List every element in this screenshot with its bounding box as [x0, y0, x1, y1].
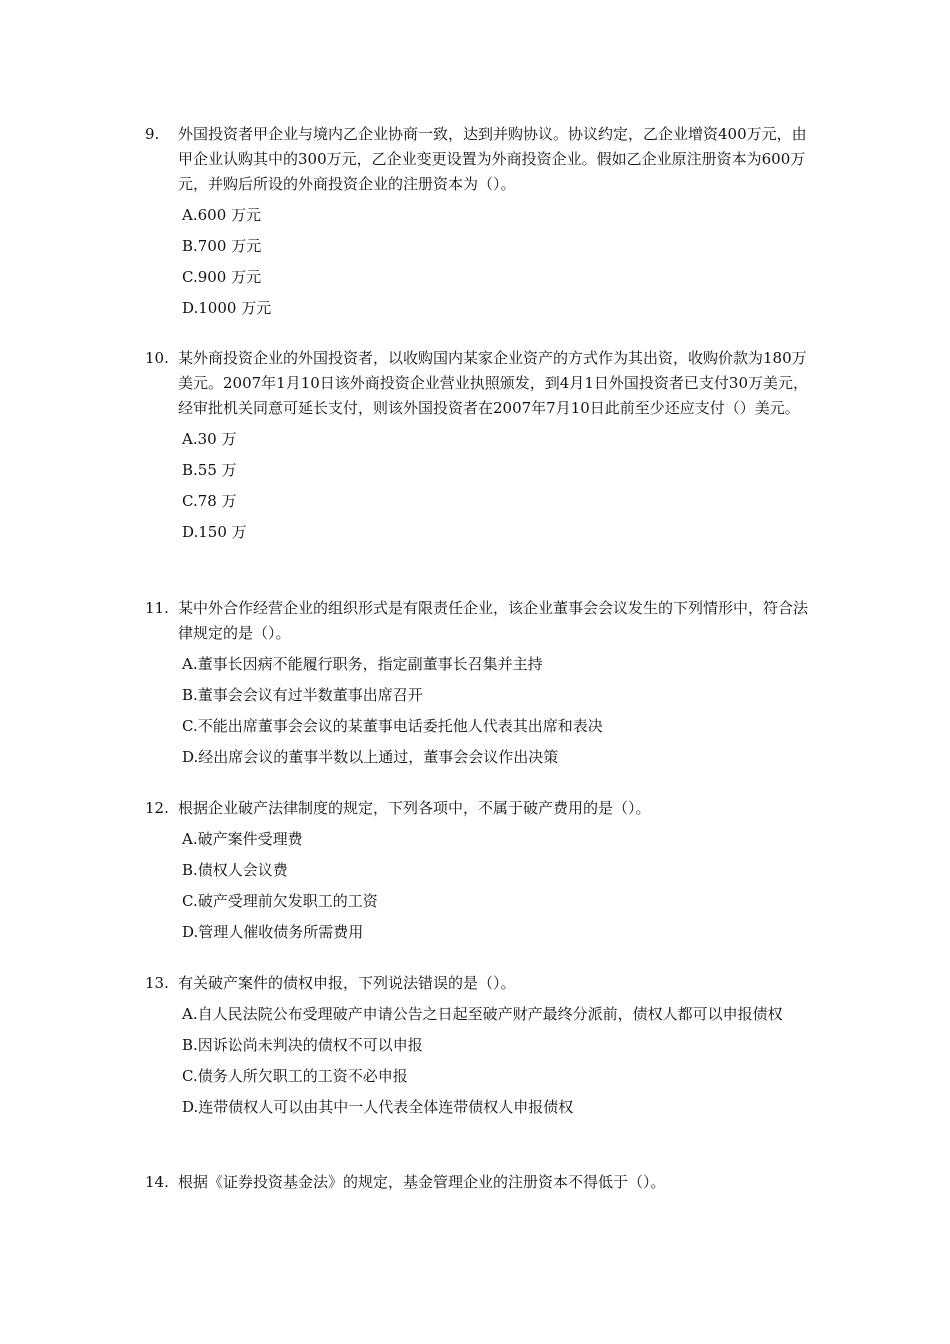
question-text: 某外商投资企业的外国投资者，以收购国内某家企业资产的方式作为其出资，收购价款为180万美元。2007年1月10日该外商投资企业营业执照颁发，到4月1日外国投资者已支付30万美元，经审批机关同意可延长支付，则该外国投资者在2007年7月10日此前至少还应支付（）美元。: [178, 349, 808, 417]
question-11: [145, 596, 810, 776]
question-12: [145, 796, 810, 951]
option-a: A.600 万元: [182, 206, 261, 224]
option-list: [145, 427, 810, 545]
question-number: 13.: [145, 974, 169, 992]
option-d: D.连带债权人可以由其中一人代表全体连带债权人申报债权: [182, 1098, 574, 1116]
question-stem: [145, 796, 810, 821]
option-list: [145, 1002, 810, 1120]
question-number: 11.: [145, 599, 169, 617]
option-b: B.700 万元: [182, 237, 262, 255]
option-c: C.破产受理前欠发职工的工资: [182, 892, 378, 910]
question-14: [145, 1170, 810, 1195]
option-a: A.自人民法院公布受理破产申请公告之日起至破产财产最终分派前，债权人都可以申报债权: [182, 1005, 783, 1023]
option-d: D.经出席会议的董事半数以上通过，董事会会议作出决策: [182, 748, 559, 766]
question-text: 有关破产案件的债权申报，下列说法错误的是（）。: [178, 974, 516, 992]
question-stem: [145, 1170, 810, 1195]
question-stem: [145, 346, 810, 421]
question-10: [145, 346, 810, 551]
option-d: D.150 万: [182, 523, 247, 541]
option-b: B.董事会会议有过半数董事出席召开: [182, 686, 423, 704]
question-number: 12.: [145, 799, 169, 817]
option-list: [145, 652, 810, 770]
option-list: [145, 203, 810, 321]
question-9: [145, 122, 810, 327]
question-text: 根据企业破产法律制度的规定，下列各项中，不属于破产费用的是（）。: [178, 799, 651, 817]
option-c: C.900 万元: [182, 268, 262, 286]
option-c: C.不能出席董事会会议的某董事电话委托他人代表其出席和表决: [182, 717, 603, 735]
option-b: B.债权人会议费: [182, 861, 288, 879]
question-text: 外国投资者甲企业与境内乙企业协商一致，达到并购协议。协议约定，乙企业增资400万元，由甲企业认购其中的300万元，乙企业变更设置为外商投资企业。假如乙企业原注册资本为600万元，并购后所设的外商投资企业的注册资本为（）。: [178, 125, 807, 193]
question-text: 某中外合作经营企业的组织形式是有限责任企业，该企业董事会会议发生的下列情形中，符合法律规定的是（）。: [178, 599, 809, 642]
option-list: [145, 827, 810, 945]
question-stem: [145, 122, 810, 197]
option-a: A.董事长因病不能履行职务，指定副董事长召集并主持: [182, 655, 543, 673]
question-stem: [145, 971, 810, 996]
option-d: D.1000 万元: [182, 299, 272, 317]
option-a: A.破产案件受理费: [182, 830, 303, 848]
option-d: D.管理人催收债务所需费用: [182, 923, 364, 941]
option-b: B.因诉讼尚未判决的债权不可以申报: [182, 1036, 423, 1054]
question-13: [145, 971, 810, 1126]
option-b: B.55 万: [182, 461, 237, 479]
option-a: A.30 万: [182, 430, 237, 448]
option-c: C.债务人所欠职工的工资不必申报: [182, 1067, 408, 1085]
question-stem: [145, 596, 810, 646]
question-number: 10.: [145, 349, 169, 367]
question-text: 根据《证券投资基金法》的规定，基金管理企业的注册资本不得低于（）。: [178, 1173, 666, 1191]
question-number: 14.: [145, 1173, 169, 1191]
question-number: 9.: [145, 125, 160, 143]
option-c: C.78 万: [182, 492, 237, 510]
